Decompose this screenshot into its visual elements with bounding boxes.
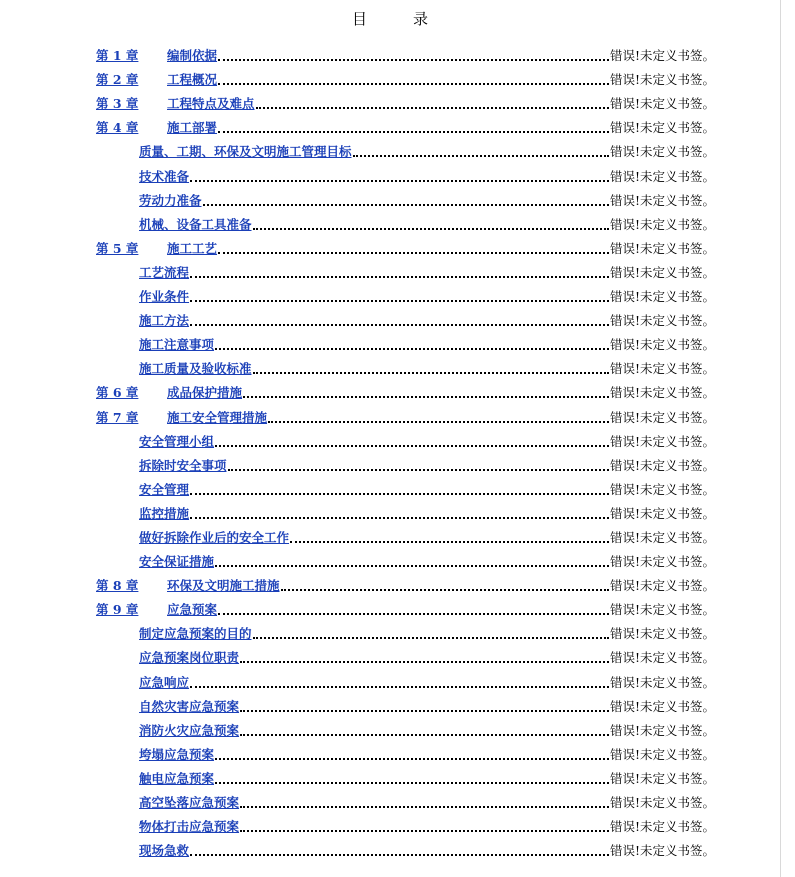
toc-section-entry[interactable] xyxy=(96,691,715,715)
toc-section-entry[interactable] xyxy=(96,811,715,835)
toc-page-reference: 错误!未定义书签。 xyxy=(609,578,715,594)
dot-leader xyxy=(218,82,609,85)
toc-chapter-number[interactable]: 第 7 章 xyxy=(96,409,139,425)
toc-chapter-entry[interactable] xyxy=(96,40,715,64)
toc-page-reference: 错误!未定义书签。 xyxy=(609,843,715,859)
toc-entry-title-link[interactable]: 编制依据 xyxy=(167,48,218,64)
toc-chapter-number[interactable]: 第 2 章 xyxy=(96,72,139,88)
toc-entry-title-link[interactable]: 施工部署 xyxy=(167,120,218,136)
toc-entry-title-link[interactable]: 拆除时安全事项 xyxy=(139,457,227,473)
toc-entry-title-link[interactable]: 现场急救 xyxy=(139,843,190,859)
toc-page-reference: 错误!未定义书签。 xyxy=(609,192,715,208)
toc-page-reference: 错误!未定义书签。 xyxy=(609,168,715,184)
toc-entry-title-link[interactable]: 施工安全管理措施 xyxy=(167,409,268,425)
toc-heading-char-2: 录 xyxy=(413,10,429,28)
dot-leader xyxy=(190,179,609,182)
dot-leader xyxy=(190,853,609,856)
toc-page-reference: 错误!未定义书签。 xyxy=(609,313,715,329)
toc-page-reference: 错误!未定义书签。 xyxy=(609,264,715,280)
toc-page-reference: 错误!未定义书签。 xyxy=(609,795,715,810)
dot-leader xyxy=(215,781,609,784)
toc-entry-title-link[interactable]: 应急预案 xyxy=(167,602,218,618)
dot-leader xyxy=(240,709,609,712)
dot-leader xyxy=(215,444,609,447)
toc-chapter-entry[interactable] xyxy=(96,233,715,257)
dot-leader xyxy=(218,58,609,61)
toc-page-reference: 错误!未定义书签。 xyxy=(609,409,715,425)
toc-entry-title-link[interactable]: 施工质量及验收标准 xyxy=(139,361,252,377)
toc-entry-title-link[interactable]: 自然灾害应急预案 xyxy=(139,698,240,714)
toc-chapter-entry[interactable] xyxy=(96,64,715,88)
dot-leader xyxy=(190,275,609,278)
toc-section-entry[interactable] xyxy=(96,739,715,763)
dot-leader xyxy=(228,468,609,471)
toc-entry-title-link[interactable]: 工艺流程 xyxy=(139,264,190,280)
dot-leader xyxy=(240,829,609,832)
toc-entry-title-link[interactable]: 安全管理 xyxy=(139,481,190,497)
toc-page-reference: 错误!未定义书签。 xyxy=(609,746,715,762)
toc-entry-title-link[interactable]: 监控措施 xyxy=(139,505,190,521)
toc-entry-title-link[interactable]: 施工注意事项 xyxy=(139,337,215,353)
toc-chapter-entry[interactable] xyxy=(96,112,715,136)
toc-page-reference: 错误!未定义书签。 xyxy=(609,385,715,401)
dot-leader xyxy=(215,347,609,350)
dot-leader xyxy=(215,564,609,567)
toc-section-entry[interactable] xyxy=(96,329,715,353)
toc-page-reference: 错误!未定义书签。 xyxy=(609,819,715,835)
toc-page-reference: 错误!未定义书签。 xyxy=(609,48,715,64)
dot-leader xyxy=(215,757,609,760)
toc-entry-title-link[interactable]: 作业条件 xyxy=(139,289,190,305)
dot-leader xyxy=(190,685,609,688)
toc-section-entry[interactable] xyxy=(96,618,715,642)
dot-leader xyxy=(353,154,609,157)
toc-page-reference: 错误!未定义书签。 xyxy=(609,626,715,642)
toc-page-reference: 错误!未定义书签。 xyxy=(609,505,715,521)
toc-page-reference: 错误!未定义书签。 xyxy=(609,481,715,497)
toc-chapter-number[interactable]: 第 4 章 xyxy=(96,120,139,136)
toc-page-reference: 错误!未定义书签。 xyxy=(609,554,715,570)
toc-section-entry[interactable] xyxy=(96,136,715,160)
dot-leader xyxy=(190,492,609,495)
toc-page-reference: 错误!未定义书签。 xyxy=(609,240,715,256)
dot-leader xyxy=(190,299,609,302)
dot-leader xyxy=(218,251,609,254)
toc-entry-title-link[interactable]: 制定应急预案的目的 xyxy=(139,626,252,642)
toc-page-reference: 错误!未定义书签。 xyxy=(609,96,715,112)
toc-page-reference: 错误!未定义书签。 xyxy=(609,457,715,473)
dot-leader xyxy=(218,612,609,615)
toc-page-reference: 错误!未定义书签。 xyxy=(609,602,715,618)
toc-section-entry[interactable] xyxy=(96,787,715,811)
toc-chapter-entry[interactable] xyxy=(96,570,715,594)
toc-chapter-number[interactable]: 第 5 章 xyxy=(96,240,139,256)
toc-section-entry[interactable] xyxy=(96,546,715,570)
toc-page-reference: 错误!未定义书签。 xyxy=(609,770,715,786)
toc-section-entry[interactable] xyxy=(96,642,715,666)
dot-leader xyxy=(256,106,609,109)
toc-section-entry[interactable] xyxy=(96,666,715,690)
dot-leader xyxy=(190,516,609,519)
toc-chapter-entry[interactable] xyxy=(96,377,715,401)
toc-entry-title-link[interactable]: 机械、设备工具准备 xyxy=(139,216,252,232)
toc-chapter-entry[interactable] xyxy=(96,88,715,112)
dot-leader xyxy=(253,227,609,230)
dot-leader xyxy=(290,540,609,543)
toc-entry-title-link[interactable]: 工程概况 xyxy=(167,72,218,88)
toc-section-entry[interactable] xyxy=(96,209,715,233)
toc-section-entry[interactable] xyxy=(96,474,715,498)
toc-section-entry[interactable] xyxy=(96,835,715,859)
toc-entry-title-link[interactable]: 技术准备 xyxy=(139,168,190,184)
toc-chapter-entry[interactable] xyxy=(96,594,715,618)
dot-leader xyxy=(253,371,609,374)
toc-chapter-entry[interactable] xyxy=(96,401,715,425)
toc-page-reference: 错误!未定义书签。 xyxy=(609,650,715,666)
toc-heading xyxy=(0,8,780,29)
toc-chapter-number[interactable]: 第 8 章 xyxy=(96,578,139,594)
toc-entry-title-link[interactable]: 触电应急预案 xyxy=(139,770,215,786)
toc-page-reference: 错误!未定义书签。 xyxy=(609,216,715,232)
dot-leader xyxy=(218,130,609,133)
toc-section-entry[interactable] xyxy=(96,498,715,522)
toc-entry-title-link[interactable]: 消防火灾应急预案 xyxy=(139,722,240,738)
dot-leader xyxy=(203,203,609,206)
toc-section-entry[interactable] xyxy=(96,160,715,184)
toc-section-entry[interactable] xyxy=(96,715,715,739)
toc-page-reference: 错误!未定义书签。 xyxy=(609,361,715,377)
toc-page-reference: 错误!未定义书签。 xyxy=(609,698,715,714)
toc-entry-title-link[interactable]: 安全保证措施 xyxy=(139,554,215,570)
dot-leader xyxy=(243,395,609,398)
toc-entry-title-link[interactable]: 高空坠落应急预案 xyxy=(139,795,240,810)
toc-entry-title-link[interactable]: 应急预案岗位职责 xyxy=(139,650,240,666)
toc-page-reference: 错误!未定义书签。 xyxy=(609,433,715,449)
dot-leader xyxy=(240,660,609,663)
toc-chapter-number[interactable]: 第 1 章 xyxy=(96,48,139,64)
toc-chapter-number[interactable]: 第 9 章 xyxy=(96,602,139,618)
toc-section-entry[interactable] xyxy=(96,763,715,787)
toc-page-reference: 错误!未定义书签。 xyxy=(609,289,715,305)
toc-entry-title-link[interactable]: 物体打击应急预案 xyxy=(139,819,240,835)
toc-section-entry[interactable] xyxy=(96,522,715,546)
toc-entry-title-link[interactable]: 安全管理小组 xyxy=(139,433,215,449)
toc-section-entry[interactable] xyxy=(96,450,715,474)
dot-leader xyxy=(268,420,609,423)
table-of-contents xyxy=(96,40,715,859)
dot-leader xyxy=(253,636,609,639)
toc-entry-title-link[interactable]: 劳动力准备 xyxy=(139,192,202,208)
toc-section-entry[interactable] xyxy=(96,185,715,209)
toc-page-reference: 错误!未定义书签。 xyxy=(609,144,715,160)
dot-leader xyxy=(240,805,609,808)
toc-page-reference: 错误!未定义书签。 xyxy=(609,674,715,690)
toc-chapter-number[interactable]: 第 3 章 xyxy=(96,96,139,112)
dot-leader xyxy=(240,733,609,736)
toc-section-entry[interactable] xyxy=(96,305,715,329)
toc-entry-title-link[interactable]: 质量、工期、环保及文明施工管理目标 xyxy=(139,144,352,160)
toc-page-reference: 错误!未定义书签。 xyxy=(609,337,715,353)
toc-section-entry[interactable] xyxy=(96,281,715,305)
toc-entry-title-link[interactable]: 做好拆除作业后的安全工作 xyxy=(139,529,290,545)
toc-entry-title-link[interactable]: 工程特点及难点 xyxy=(167,96,255,112)
toc-heading-char-1: 目 xyxy=(351,10,367,28)
dot-leader xyxy=(190,323,609,326)
toc-page-reference: 错误!未定义书签。 xyxy=(609,120,715,136)
toc-section-entry[interactable] xyxy=(96,426,715,450)
toc-entry-title-link[interactable]: 垮塌应急预案 xyxy=(139,746,215,762)
toc-entry-title-link[interactable]: 施工工艺 xyxy=(167,240,218,256)
toc-section-entry[interactable] xyxy=(96,257,715,281)
toc-chapter-number[interactable]: 第 6 章 xyxy=(96,385,139,401)
toc-page-reference: 错误!未定义书签。 xyxy=(609,529,715,545)
toc-entry-title-link[interactable]: 环保及文明施工措施 xyxy=(167,578,280,594)
toc-page-reference: 错误!未定义书签。 xyxy=(609,722,715,738)
dot-leader xyxy=(281,588,609,591)
toc-entry-title-link[interactable]: 应急响应 xyxy=(139,674,190,690)
toc-page-reference: 错误!未定义书签。 xyxy=(609,72,715,88)
toc-section-entry[interactable] xyxy=(96,353,715,377)
toc-entry-title-link[interactable]: 施工方法 xyxy=(139,313,190,329)
toc-entry-title-link[interactable]: 成品保护措施 xyxy=(167,385,243,401)
